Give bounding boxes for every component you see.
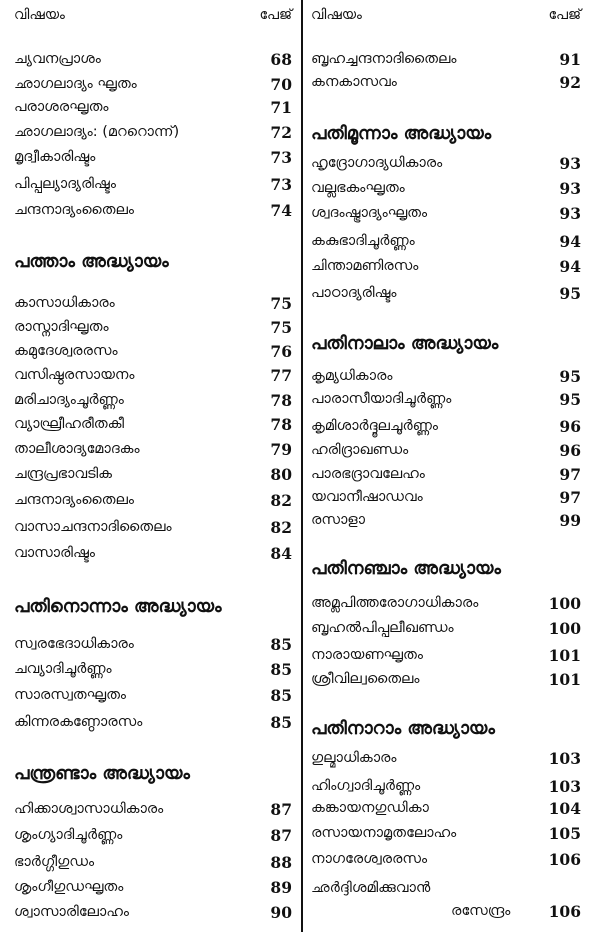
list-item [14, 172, 292, 196]
list-item [311, 47, 581, 71]
entry-page: 82 [270, 490, 292, 510]
entry-name: മരിചാദ്യംചൂർണ്ണം [14, 392, 124, 408]
entry-name: പാഠാദ്യരിഷ്ടം [311, 285, 397, 301]
list-item [311, 387, 581, 411]
entry-page: 91 [559, 49, 581, 69]
entry-name: ഭാർഗ്ഗീഗുഡം [14, 854, 95, 870]
list-item [311, 254, 581, 278]
entry-name: താലീശാദ്യമോദകം [14, 441, 140, 457]
entry-name: ചിന്താമണിരസം [311, 258, 419, 274]
entry-page: 95 [559, 366, 581, 386]
list-item [311, 229, 581, 253]
entry-name: ശൃംഗ്യാദിചൂർണ്ണം [14, 827, 123, 843]
column-divider [301, 0, 303, 932]
entry-page: 72 [270, 122, 292, 142]
list-item [311, 847, 581, 871]
entry-page: 76 [270, 341, 292, 361]
list-item [311, 876, 581, 900]
entry-page: 75 [270, 293, 292, 313]
entry-name: നാരായണഘൃതം [311, 647, 423, 663]
entry-name: രാസ്നാദിഘൃതം [14, 319, 109, 335]
list-item [14, 315, 292, 339]
entry-name: കാസാധികാരം [14, 295, 115, 311]
list-item [311, 591, 581, 615]
list-item [14, 683, 292, 707]
entry-page: 77 [270, 365, 292, 385]
entry-page: 82 [270, 517, 292, 537]
entry-page: 106 [548, 901, 581, 921]
list-item [14, 388, 292, 412]
list-item [311, 281, 581, 305]
entry-page: 87 [270, 825, 292, 845]
entry-page: 71 [270, 97, 292, 117]
entry-name: നാഗരേശ്വരരസം [311, 851, 428, 867]
list-item [14, 72, 292, 96]
list-item [14, 145, 292, 169]
entry-name: ചന്ദ്രപ്രഭാവടിക [14, 466, 112, 482]
list-item [14, 95, 292, 119]
entry-name: വാസാചന്ദനാദിതൈലം [14, 519, 172, 535]
list-item [14, 823, 292, 847]
entry-name: ഗുല്മാധികാരം [311, 750, 397, 766]
entry-page: 90 [270, 902, 292, 922]
list-item [14, 363, 292, 387]
entry-name: പാരാസീയാദിചൂർണ്ണം [311, 391, 452, 407]
entry-name: രസാളാ [311, 512, 365, 528]
subject-header: വിഷയം [311, 7, 362, 23]
entry-page: 96 [559, 416, 581, 436]
list-item [14, 541, 292, 565]
entry-page: 103 [548, 776, 581, 796]
entry-page: 73 [270, 174, 292, 194]
page-header: പേജ് [259, 7, 292, 23]
chapter-heading: പതിനഞ്ചാം അദ്ധ്യായം [311, 557, 501, 579]
entry-name: ഹിംഗ്വാദിചൂർണ്ണം [311, 778, 421, 794]
entry-page: 95 [559, 283, 581, 303]
entry-name: ച്യവനപ്രാശം [14, 51, 101, 67]
list-item [14, 875, 292, 899]
list-item [311, 774, 581, 798]
chapter-heading: പന്ത്രണ്ടാം അദ്ധ്യായം [14, 762, 190, 784]
entry-page: 93 [559, 178, 581, 198]
entry-page: 106 [548, 849, 581, 869]
subject-header: വിഷയം [14, 7, 65, 23]
list-item [14, 198, 292, 222]
entry-page: 103 [548, 748, 581, 768]
entry-name: ബൃഹച്ചന്ദനാദിതൈലം [311, 51, 457, 67]
entry-page: 99 [559, 510, 581, 530]
entry-page: 89 [270, 877, 292, 897]
entry-name: ഛർദ്ദിശമിക്കുവാൻ [311, 880, 431, 896]
chapter-heading: പതിനൊന്നാം അദ്ധ്യായം [14, 595, 222, 617]
entry-name: ഹൃദ്രോഗാദ്യധികാരം [311, 155, 443, 171]
list-item [311, 796, 581, 820]
entry-name: ചന്ദനാദ്യംതൈലം [14, 202, 134, 218]
list-item [14, 462, 292, 486]
list-item [311, 201, 581, 225]
entry-page: 85 [270, 712, 292, 732]
entry-name: സ്വരഭേദാധികാരം [14, 636, 134, 652]
entry-page: 97 [559, 487, 581, 507]
list-item [311, 462, 581, 486]
entry-name: മൃദ്വീകാരിഷ്ടം [14, 149, 96, 165]
entry-name: ശ്വദംഷ്ട്രാദ്യംഘൃതം [311, 205, 428, 221]
entry-name: പാരഭദ്രാവലേഹം [311, 466, 425, 482]
entry-page: 93 [559, 203, 581, 223]
entry-name: ശ്രീവില്വതൈലം [311, 671, 420, 687]
list-item [14, 412, 292, 436]
list-item [14, 120, 292, 144]
entry-page: 79 [270, 439, 292, 459]
list-item [14, 900, 292, 924]
list-item [311, 616, 581, 640]
list-item [311, 821, 581, 845]
list-item [14, 291, 292, 315]
list-item [14, 515, 292, 539]
entry-page: 97 [559, 464, 581, 484]
entry-page: 101 [548, 645, 581, 665]
entry-page: 105 [548, 823, 581, 843]
chapter-heading: പതിനാലാം അദ്ധ്യായം [311, 332, 499, 354]
entry-name: ചന്ദനാദ്യംതൈലം [14, 492, 134, 508]
entry-page: 100 [548, 593, 581, 613]
list-item [14, 657, 292, 681]
entry-name: ഹരിദ്രാഖണ്ഡം [311, 442, 409, 458]
entry-page: 100 [548, 618, 581, 638]
entry-name: കൃമ്യധികാരം [311, 368, 393, 384]
entry-name: ശൃംഗീഗുഡഘൃതം [14, 879, 124, 895]
entry-name: ഛാഗലാദ്യം ഘൃതം [14, 76, 137, 92]
entry-name: രസായനാമൃതലോഹം [311, 825, 457, 841]
list-item [14, 710, 292, 734]
entry-name: കൃമിശാർദ്ദൂലചൂർണ്ണം [311, 418, 438, 434]
entry-name: ചവ്യാദിചൂർണ്ണം [14, 661, 112, 677]
entry-name: വാസാരിഷ്ടം [14, 545, 95, 561]
entry-name: സാരസ്വതഘൃതം [14, 687, 126, 703]
entry-name: കകുഭാദിചൂർണ്ണം [311, 233, 415, 249]
list-item [311, 746, 581, 770]
entry-name: വസിഷ്ഠരസായനം [14, 367, 135, 383]
entry-page: 87 [270, 799, 292, 819]
entry-page: 73 [270, 147, 292, 167]
list-item [14, 632, 292, 656]
entry-page: 88 [270, 852, 292, 872]
entry-name: അമ്ലപിത്തരോഗാധികാരം [311, 595, 479, 611]
entry-page: 78 [270, 414, 292, 434]
entry-page: 85 [270, 634, 292, 654]
list-item [311, 667, 581, 691]
entry-page: 95 [559, 389, 581, 409]
entry-name: കമുദേശ്വരരസം [14, 343, 118, 359]
list-item [14, 797, 292, 821]
list-item [14, 47, 292, 71]
entry-name: രസേന്ദ്രം [451, 903, 511, 919]
entry-page: 96 [559, 440, 581, 460]
list-item [311, 151, 581, 175]
entry-page: 68 [270, 49, 292, 69]
entry-page: 78 [270, 390, 292, 410]
list-item [311, 438, 581, 462]
entry-page: 93 [559, 153, 581, 173]
list-item [311, 414, 581, 438]
list-item [311, 485, 581, 509]
list-item [14, 488, 292, 512]
entry-page: 85 [270, 685, 292, 705]
entry-name: വ്യാഘ്രീഹരീതകീ [14, 416, 125, 432]
list-item [14, 437, 292, 461]
entry-page: 94 [559, 231, 581, 251]
list-item [14, 339, 292, 363]
entry-page: 101 [548, 669, 581, 689]
entry-name: പിപ്പല്യാദ്യരിഷ്ടം [14, 176, 116, 192]
entry-page: 92 [559, 72, 581, 92]
entry-name: വല്ലഭകംഘൃതം [311, 180, 405, 196]
entry-name: ഛാഗലാദ്യം: (മററൊന്ന്) [14, 124, 180, 140]
entry-page: 74 [270, 200, 292, 220]
entry-name: കിന്നരകണ്ഠോരസം [14, 714, 143, 730]
entry-page: 85 [270, 659, 292, 679]
list-item [311, 176, 581, 200]
right-column-header [311, 4, 581, 26]
chapter-heading: പത്താം അദ്ധ്യായം [14, 250, 169, 272]
entry-page: 70 [270, 74, 292, 94]
list-item [311, 899, 581, 923]
list-item [311, 508, 581, 532]
entry-name: ബൃഹൽപിപ്പലീഖണ്ഡം [311, 620, 454, 636]
left-column-header [14, 4, 292, 26]
chapter-heading: പതിമൂന്നാം അദ്ധ്യായം [311, 122, 492, 144]
entry-name: ശ്വാസാരിലോഹം [14, 904, 129, 920]
page-header: പേജ് [548, 7, 581, 23]
list-item [311, 643, 581, 667]
entry-name: കങ്കായനഗുഡികാ [311, 800, 429, 816]
entry-page: 84 [270, 543, 292, 563]
entry-name: ഹിക്കാശ്വാസാധികാരം [14, 801, 164, 817]
entry-page: 80 [270, 464, 292, 484]
list-item [14, 850, 292, 874]
list-item [311, 70, 581, 94]
list-item [311, 364, 581, 388]
entry-name: കനകാസവം [311, 74, 397, 90]
entry-page: 104 [548, 798, 581, 818]
entry-page: 75 [270, 317, 292, 337]
chapter-heading: പതിനാറാം അദ്ധ്യായം [311, 717, 495, 739]
entry-name: യവാനീഷാഡവം [311, 489, 423, 505]
entry-page: 94 [559, 256, 581, 276]
entry-name: പരാശരഘൃതം [14, 99, 109, 115]
